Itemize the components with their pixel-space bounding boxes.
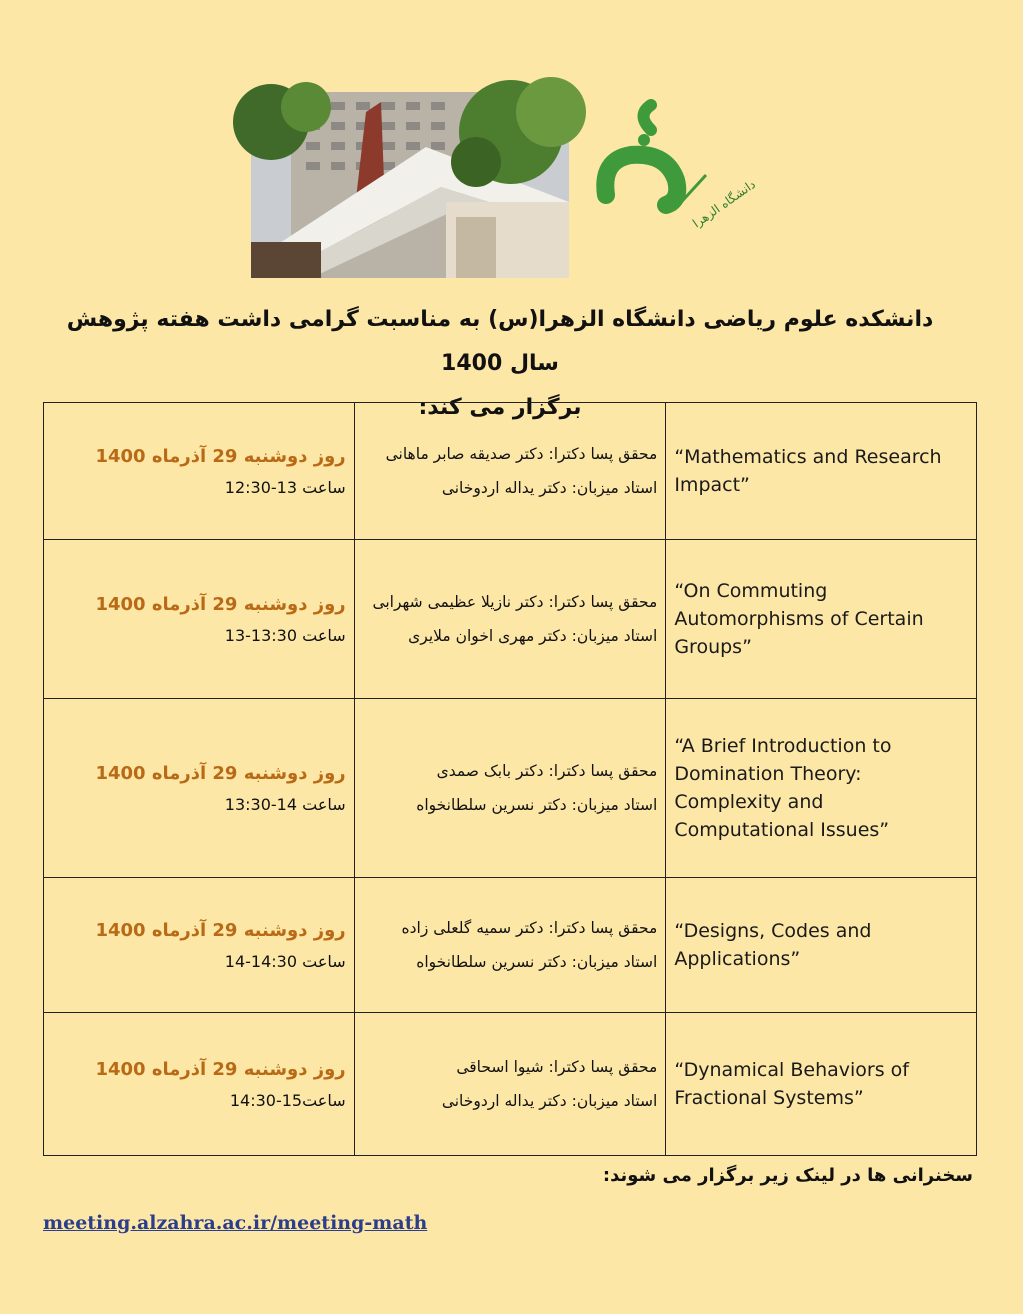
talk-title: “Dynamical Behaviors of Fractional Systems” xyxy=(666,1013,977,1156)
talk-title: “Designs, Codes and Applications” xyxy=(666,878,977,1013)
heading-line-1: دانشکده علوم ریاضی دانشگاه الزهرا(س) به مناسبت گرامی داشت هفته پژوهش سال 1400 xyxy=(66,307,934,376)
host-name: استاد میزبان: دکتر نسرین سلطانخواه xyxy=(416,796,658,814)
table-row xyxy=(44,540,977,699)
campus-photo xyxy=(251,92,569,278)
people-cell xyxy=(354,878,666,1013)
date-cell xyxy=(44,540,355,699)
host-name: استاد میزبان: دکتر نسرین سلطانخواه xyxy=(416,953,658,971)
people-cell xyxy=(354,1013,666,1156)
talk-title: “A Brief Introduction to Domination Theory: Complexity and Computational Issues” xyxy=(666,699,977,878)
date-cell xyxy=(44,699,355,878)
researcher-name: محقق پسا دکترا: دکتر نازیلا عظیمی شهرابی xyxy=(372,593,658,611)
date-cell xyxy=(44,403,355,540)
researcher-name: محقق پسا دکترا: دکتر صدیقه صابر ماهانی xyxy=(385,445,658,463)
talk-title: “Mathematics and Research Impact” xyxy=(666,403,977,540)
talk-schedule-table xyxy=(43,402,977,1156)
date-cell xyxy=(44,1013,355,1156)
people-cell xyxy=(354,540,666,699)
host-name: استاد میزبان: دکتر مهری اخوان ملایری xyxy=(408,627,658,645)
talk-date: روز دوشنبه 29 آذرماه 1400 xyxy=(95,763,346,784)
researcher-name: محقق پسا دکترا: دکتر بابک صمدی xyxy=(436,762,658,780)
table-row xyxy=(44,403,977,540)
talk-time: ساعت15-14:30 xyxy=(229,1091,346,1110)
researcher-name: محقق پسا دکترا: شیوا اسحاقی xyxy=(456,1058,658,1076)
researcher-name: محقق پسا دکترا: دکتر سمیه گلعلی زاده xyxy=(401,919,658,937)
table-row xyxy=(44,1013,977,1156)
meeting-link[interactable]: meeting.alzahra.ac.ir/meeting-math xyxy=(43,1212,428,1234)
date-cell xyxy=(44,878,355,1013)
table-row xyxy=(44,878,977,1013)
talk-time: ساعت 13-12:30 xyxy=(224,478,346,497)
talk-time: ساعت 13:30-13 xyxy=(224,626,346,645)
people-cell xyxy=(354,699,666,878)
talk-time: ساعت 14:30-14 xyxy=(224,952,346,971)
logo-lettering: دانشگاه الزهرا xyxy=(690,177,758,231)
talk-date: روز دوشنبه 29 آذرماه 1400 xyxy=(95,594,346,615)
talk-date: روز دوشنبه 29 آذرماه 1400 xyxy=(95,1059,346,1080)
host-name: استاد میزبان: دکتر یداله اردوخانی xyxy=(441,479,658,497)
talk-date: روز دوشنبه 29 آذرماه 1400 xyxy=(95,920,346,941)
host-name: استاد میزبان: دکتر یداله اردوخانی xyxy=(441,1092,658,1110)
footer-note: سخنرانی ها در لینک زیر برگزار می شوند: xyxy=(602,1165,973,1186)
university-logo xyxy=(596,100,758,240)
people-cell xyxy=(354,403,666,540)
talk-date: روز دوشنبه 29 آذرماه 1400 xyxy=(95,446,346,467)
talk-time: ساعت 14-13:30 xyxy=(224,795,346,814)
table-row xyxy=(44,699,977,878)
talk-title: “On Commuting Automorphisms of Certain Groups” xyxy=(666,540,977,699)
heading-line-2: برگزار می کند: xyxy=(418,395,582,420)
